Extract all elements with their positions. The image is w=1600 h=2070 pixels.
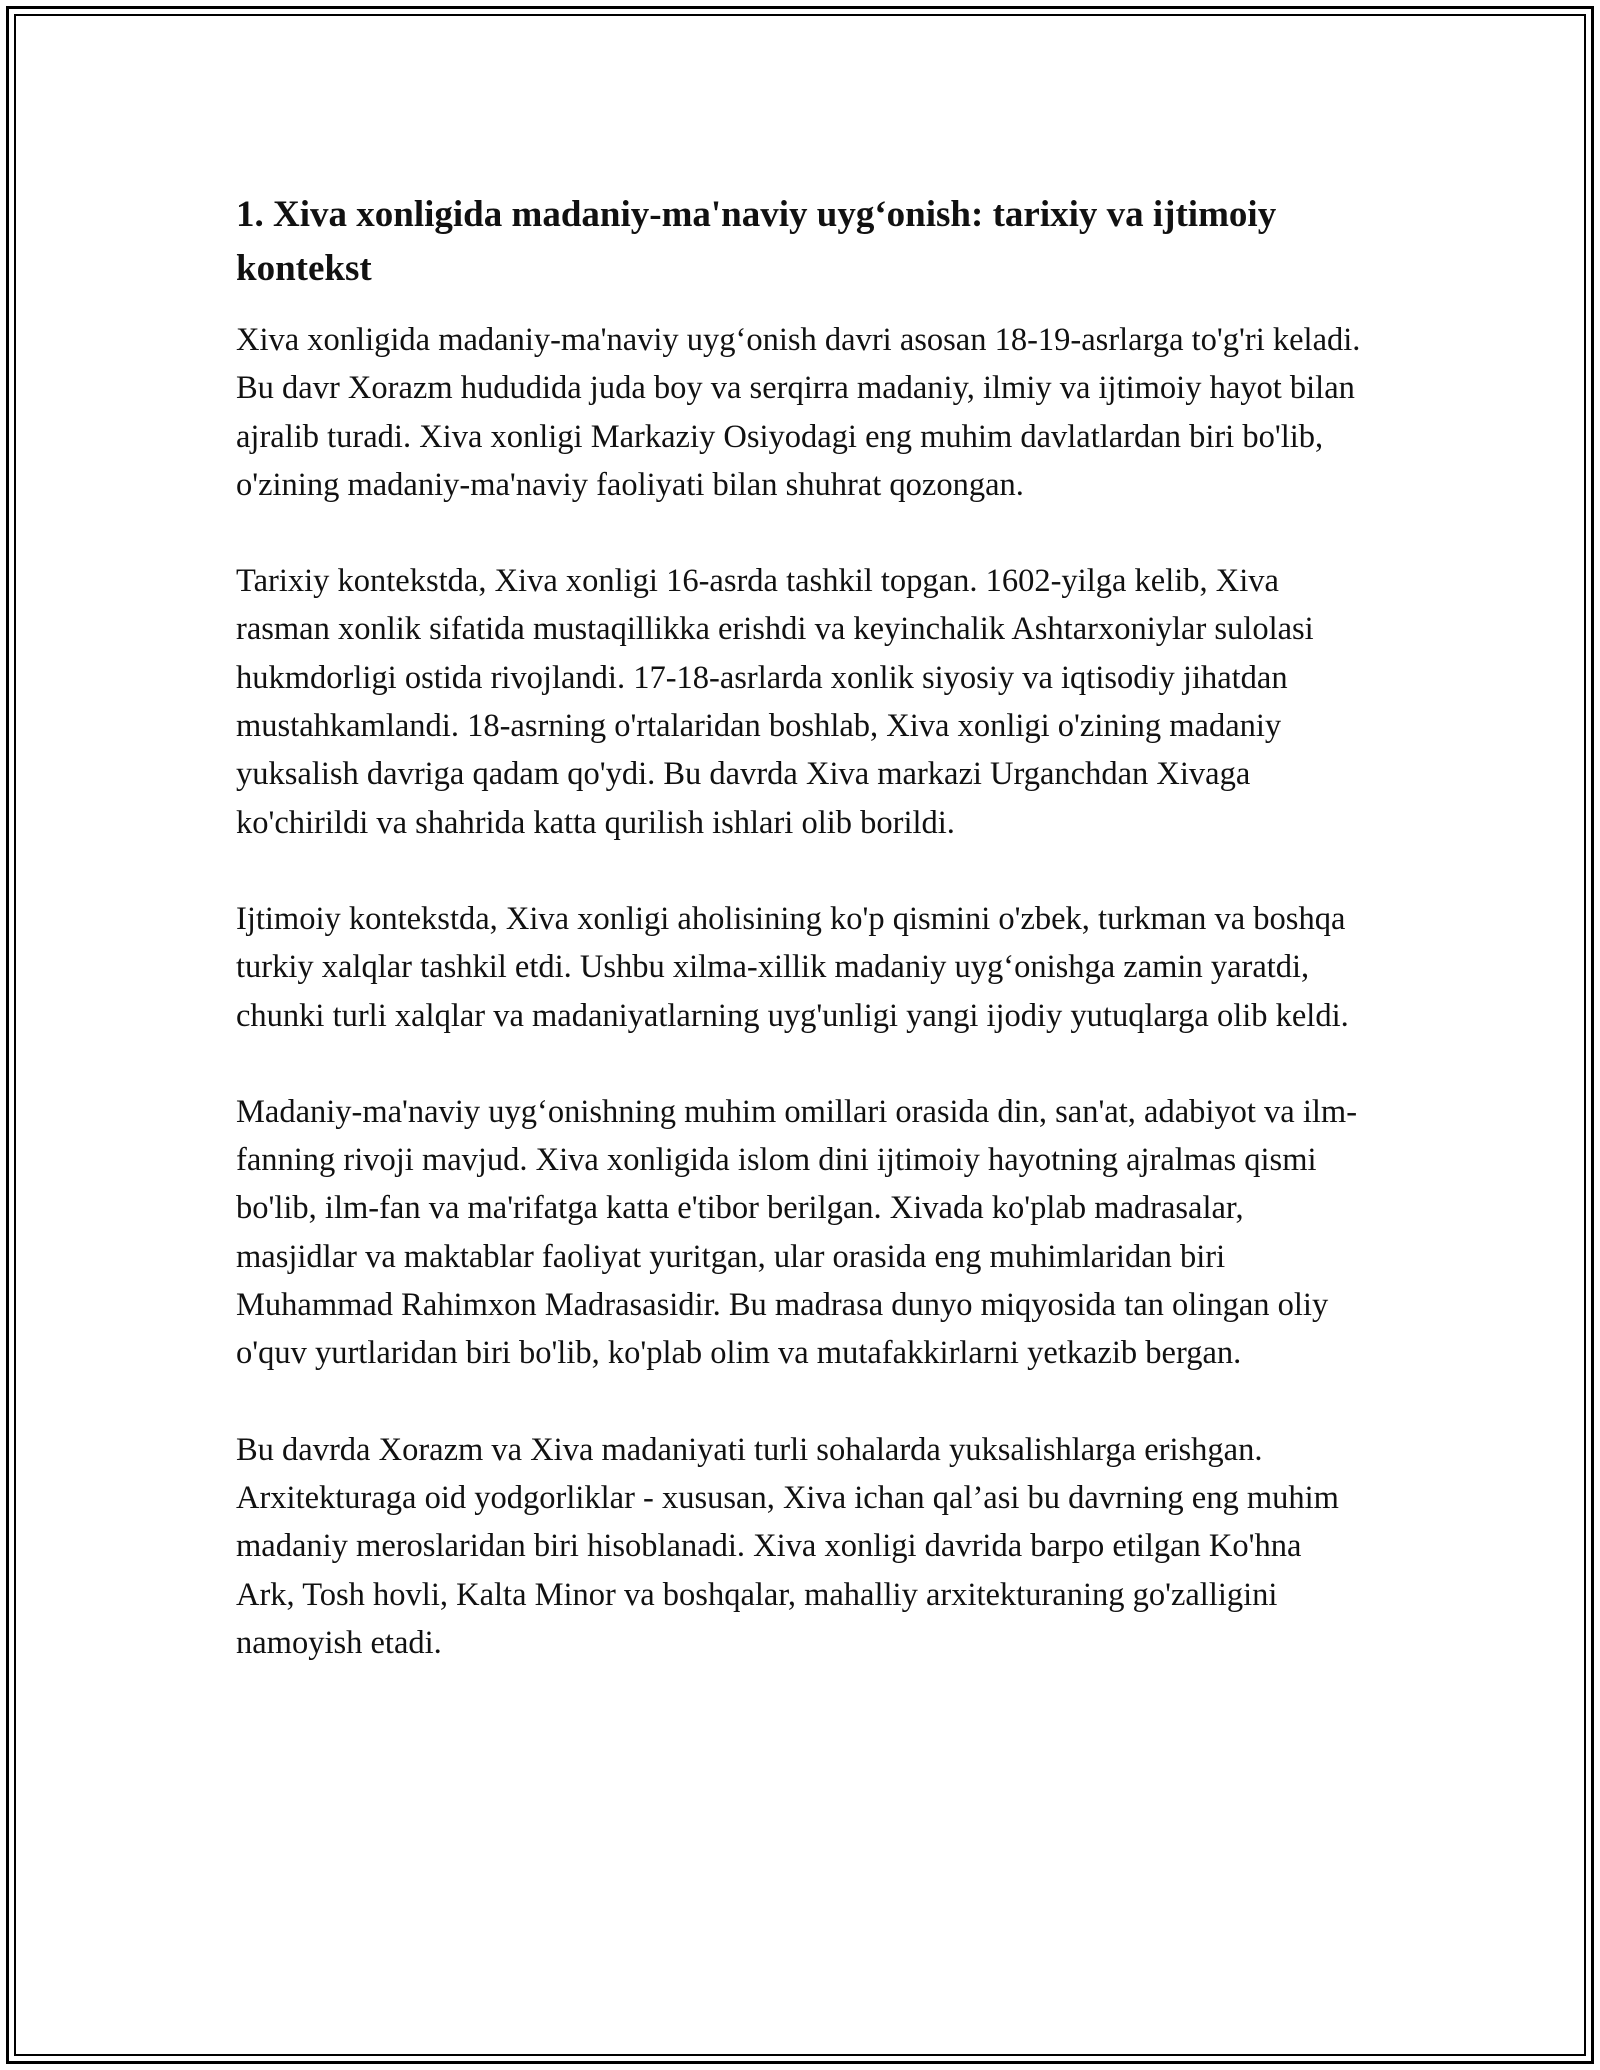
paragraph-1: Xiva xonligida madaniy-ma'naviy uyg‘onish davri asosan 18-19-asrlarga to'g'ri keladi. Bu davr Xorazm hududida juda boy va serqirra madaniy, ilmiy va ijtimoiy hayot bilan ajralib turadi. Xiva xonligi Markaziy Osiyodagi eng muhim davlatlardan biri bo'lib, o'zining madaniy-ma'naviy faoliyati bilan shuhrat qozongan. [236, 322, 1361, 503]
section-heading: 1. Xiva xonligida madaniy-ma'naviy uyg‘onish: tarixiy va ijtimoiy kontekst [236, 194, 1277, 289]
paragraph-5: Bu davrda Xorazm va Xiva madaniyati turli sohalarda yuksalishlarga erishgan. Arxitekturaga oid yodgorliklar - xususan, Xiva ichan qal’asi bu davrning eng muhim madaniy meroslaridan biri hisoblanadi. Xiva xonligi davrida barpo etilgan Ko'hna Ark, Tosh hovli, Kalta Minor va boshqalar, mahalliy arxitekturaning go'zalligini namoyish etadi. [236, 1431, 1339, 1661]
document-body [236, 188, 1366, 1715]
paragraph-4: Madaniy-ma'naviy uyg‘onishning muhim omillari orasida din, san'at, adabiyot va ilm-fanning rivoji mavjud. Xiva xonligida islom dini ijtimoiy hayotning ajralmas qismi bo'lib, ilm-fan va ma'rifatga katta e'tibor berilgan. Xivada ko'plab madrasalar, masjidlar va maktablar faoliyat yuritgan, ular orasida eng muhimlaridan biri Muhammad Rahimxon Madrasasidir. Bu madrasa dunyo miqyosida tan olingan oliy o'quv yurtlaridan biri bo'lib, ko'plab olim va mutafakkirlarni yetkazib bergan. [236, 1093, 1358, 1372]
paragraph-3: Ijtimoiy kontekstda, Xiva xonligi aholisining ko'p qismini o'zbek, turkman va boshqa turkiy xalqlar tashkil etdi. Ushbu xilma-xillik madaniy uyg‘onishga zamin yaratdi, chunki turli xalqlar va madaniyatlarning uyg'unligi yangi ijodiy yutuqlarga olib keldi. [236, 900, 1349, 1034]
paragraph-2: Tarixiy kontekstda, Xiva xonligi 16-asrda tashkil topgan. 1602-yilga kelib, Xiva rasman xonlik sifatida mustaqillikka erishdi va keyinchalik Ashtarxoniylar sulolasi hukmdorligi ostida rivojlandi. 17-18-asrlarda xonlik siyosiy va iqtisodiy jihatdan mustahkamlandi. 18-asrning o'rtalaridan boshlab, Xiva xonligi o'zining madaniy yuksalish davriga qadam qo'ydi. Bu davrda Xiva markazi Urganchdan Xivaga ko'chirildi va shahrida katta qurilish ishlari olib borildi. [236, 563, 1314, 841]
